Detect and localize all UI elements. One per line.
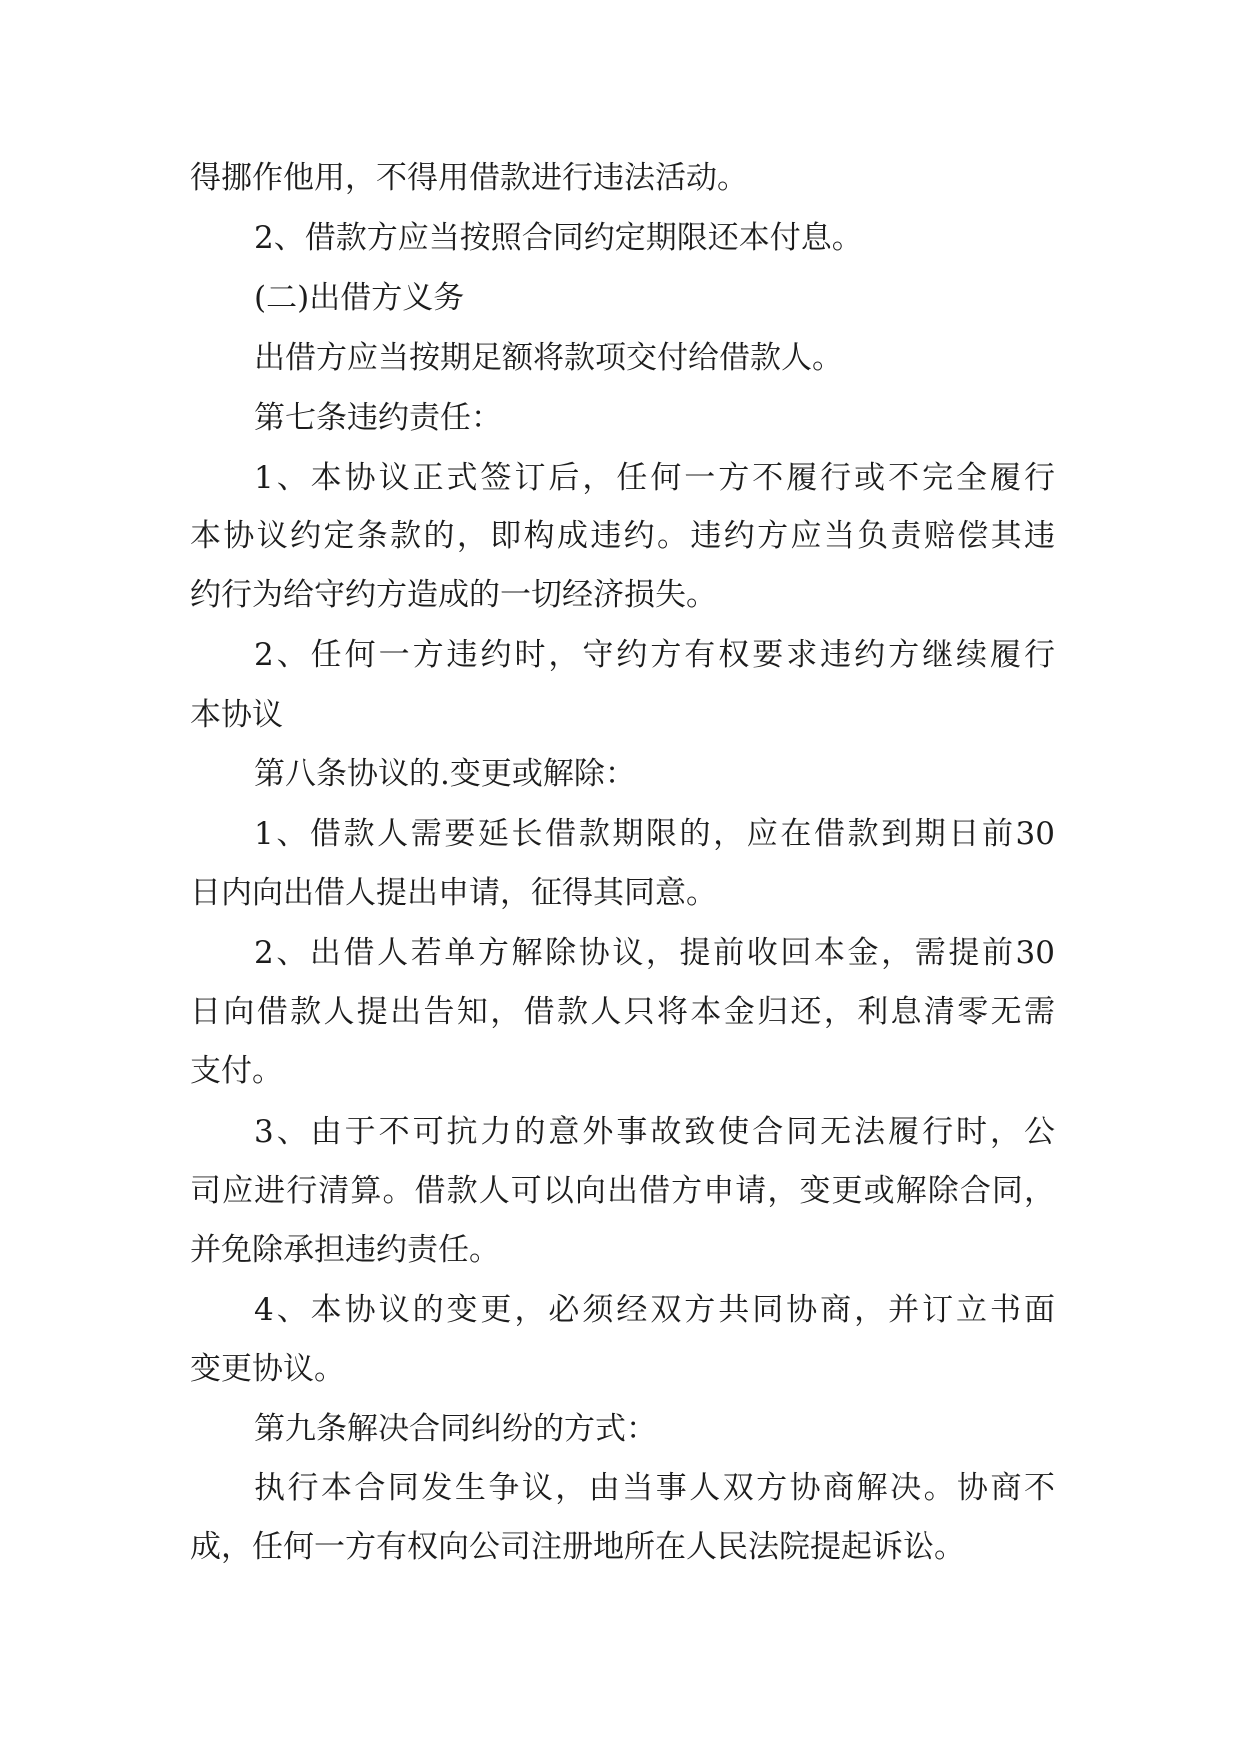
text-line-10: 本协议 <box>190 697 283 733</box>
text-line-7: 本协议约定条款的，即构成违约。违约方应当负责赔偿其违 <box>190 518 1055 554</box>
text-line-12: 1、借款人需要延长借款期限的，应在借款到期日前30 <box>254 816 1055 852</box>
text-line-14: 2、出借人若单方解除协议，提前收回本金，需提前30 <box>254 935 1055 971</box>
section-heading-lender-obligations: (二)出借方义务 <box>254 280 465 316</box>
text-line-15: 日向借款人提出告知，借款人只将本金归还，利息清零无需 <box>190 994 1055 1030</box>
text-line-1: 得挪作他用，不得用借款进行违法活动。 <box>190 160 748 196</box>
text-line-6: 1、本协议正式签订后，任何一方不履行或不完全履行 <box>254 460 1055 496</box>
text-line-17: 3、由于不可抗力的意外事故致使合同无法履行时，公 <box>254 1114 1055 1150</box>
text-line-2: 2、借款方应当按照合同约定期限还本付息。 <box>254 220 863 256</box>
text-line-24: 成，任何一方有权向公司注册地所在人民法院提起诉讼。 <box>190 1529 965 1565</box>
text-line-19: 并免除承担违约责任。 <box>190 1232 500 1268</box>
article-heading-7: 第七条违约责任： <box>254 400 502 436</box>
text-line-20: 4、本协议的变更，必须经双方共同协商，并订立书面 <box>254 1292 1055 1328</box>
text-line-23: 执行本合同发生争议，由当事人双方协商解决。协商不 <box>254 1470 1055 1506</box>
text-line-13: 日内向出借人提出申请，征得其同意。 <box>190 875 717 911</box>
text-line-21: 变更协议。 <box>190 1351 345 1387</box>
text-line-18: 司应进行清算。借款人可以向出借方申请，变更或解除合同， <box>190 1173 1055 1209</box>
text-line-8: 约行为给守约方造成的一切经济损失。 <box>190 577 717 613</box>
text-line-4: 出借方应当按期足额将款项交付给借款人。 <box>254 340 843 376</box>
article-heading-8: 第八条协议的.变更或解除： <box>254 756 636 792</box>
article-heading-9: 第九条解决合同纠纷的方式： <box>254 1411 657 1447</box>
text-line-9: 2、任何一方违约时，守约方有权要求违约方继续履行 <box>254 637 1055 673</box>
text-line-16: 支付。 <box>190 1053 283 1089</box>
